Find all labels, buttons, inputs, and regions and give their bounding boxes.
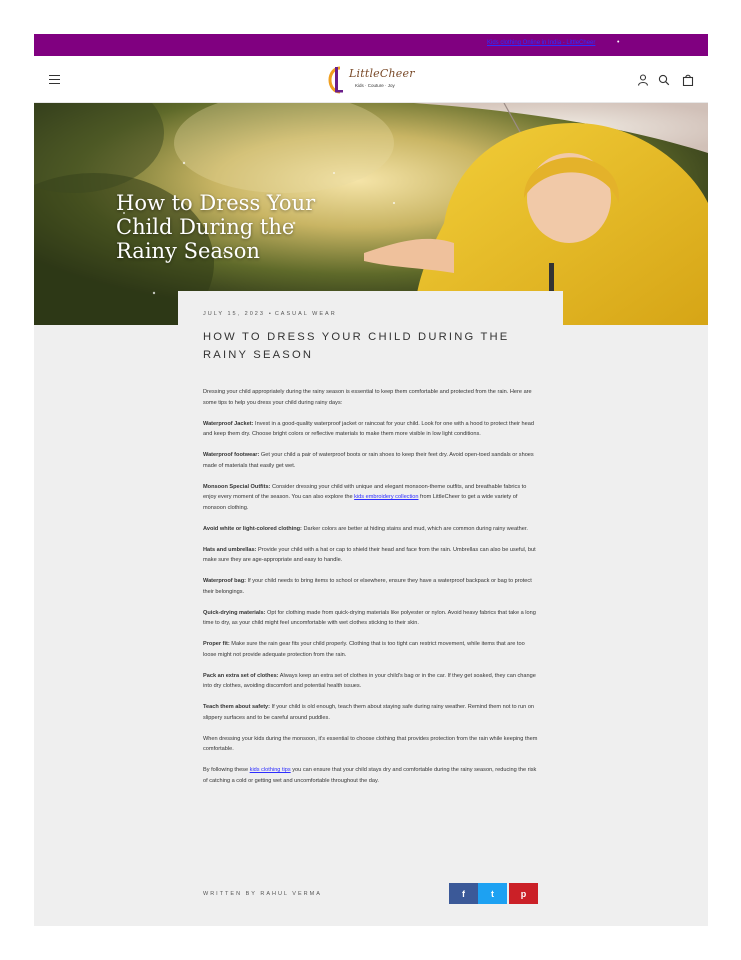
tip-paragraph: [203, 576, 538, 597]
article-meta: [203, 311, 337, 317]
hero-title: How to Dress Your Child During the Rainy Season: [116, 191, 316, 263]
tip-text: Always keep an extra set of clothes in your child's bag or in the car. If they get soaked, they can change into dry clothes, avoiding discomfort and potential health issues.: [203, 672, 536, 689]
tip-label: Monsoon Special Outfits:: [203, 483, 271, 490]
tip-paragraph: [203, 639, 538, 660]
tip-paragraph: [203, 482, 538, 514]
tip-label: Waterproof bag:: [203, 578, 246, 584]
closing-2-after: you can ensure that your child stays dry and comfortable during the rainy season, reducing the risk of catching a cold or getting wet and uncomfortable throughout the day.: [203, 767, 537, 784]
article-card-top: [178, 291, 563, 325]
logo-mark-icon: [326, 64, 348, 96]
tip-label: Avoid white or light-colored clothing:: [203, 525, 302, 532]
site-logo[interactable]: [326, 64, 418, 96]
article-body: [203, 387, 538, 797]
tip-paragraph: [203, 608, 538, 629]
account-icon[interactable]: [637, 74, 649, 86]
tip-paragraph: [203, 702, 538, 723]
tip-paragraph: [203, 419, 538, 440]
tips-list: [203, 419, 538, 724]
logo-tagline: Kids · Couture · Joy: [355, 83, 395, 88]
tip-text: Invest in a good-quality waterproof jacket or raincoat for your child. Look for one with a hood to protect their head and keep them dry. Choose bright colors or reflective materials to make them more visible in low light conditions.: [203, 420, 534, 437]
article-author: WRITTEN BY RAHUL VERMA: [203, 891, 322, 897]
article-category[interactable]: CASUAL WEAR: [274, 311, 337, 317]
announcement-dot: •: [617, 39, 620, 46]
cart-icon[interactable]: [682, 74, 694, 86]
tip-label: Proper fit:: [203, 641, 230, 647]
site-header: [34, 56, 708, 103]
tip-text: If your child needs to bring items to school or elsewhere, ensure they have a waterproof backpack or bag to protect their belongings.: [203, 578, 532, 595]
share-twitter-button[interactable]: [478, 883, 507, 904]
intro-paragraph: Dressing your child appropriately during the rainy season is essential to keep them comfortable and protected from the rain. Here are some tips to help you dress your child during rainy days:: [203, 389, 532, 406]
search-icon[interactable]: [658, 74, 670, 86]
tip-label: Waterproof footwear:: [203, 452, 260, 458]
tip-text: Provide your child with a hat or cap to shield their head and face from the rain. Umbrellas can also be useful, but make sure they are age-appropriate and easy to handle.: [203, 546, 536, 563]
share-pinterest-button[interactable]: [509, 883, 538, 904]
meta-separator: •: [268, 311, 271, 317]
tip-text: Get your child a pair of waterproof boots or rain shoes to keep their feet dry. Avoid open-toed sandals or shoes made of materials that easily get wet.: [203, 452, 534, 469]
logo-brand-text: LittleCheer: [349, 67, 415, 80]
tip-label: Waterproof Jacket:: [203, 420, 254, 427]
closing-paragraph-2: [203, 765, 538, 786]
tip-paragraph: [203, 671, 538, 692]
closing-paragraph-1: When dressing your kids during the monsoon, it's essential to choose clothing that provides protection from the rain while keeping them comfortable.: [203, 735, 538, 752]
tip-label: Hats and umbrellas:: [203, 546, 257, 553]
announcement-link[interactable]: Kids clothing Online in India - LittleCheer: [487, 40, 596, 46]
tip-label: Pack an extra set of clothes:: [203, 672, 279, 679]
pinterest-icon: p: [520, 888, 527, 899]
tip-text: Make sure the rain gear fits your child properly. Clothing that is too tight can restrict movement, while items that are too loose might not provide adequate protection from the rain.: [203, 641, 525, 658]
tip-text-after: from LittleCheer to get a wide variety of monsoon clothing.: [203, 494, 518, 511]
tip-text: Opt for clothing made from quick-drying materials like polyester or nylon. Avoid heavy fabrics that take a long time to dry, as your child might feel uncomfortable with wet clothes sticking to their skin.: [203, 609, 536, 626]
hamburger-menu-icon[interactable]: [49, 75, 60, 84]
share-facebook-button[interactable]: [449, 883, 478, 904]
announcement-bar: [34, 34, 708, 56]
kids-embroidery-collection-link[interactable]: kids embroidery collection: [354, 494, 419, 500]
closing-2-before: By following these: [203, 767, 250, 773]
twitter-icon: t: [491, 888, 494, 899]
tip-label: Teach them about safety:: [203, 704, 271, 710]
tip-text: Darker colors are better at hiding stains and mud, which are common during rainy weather.: [301, 525, 528, 532]
page: [34, 34, 708, 926]
tip-text: If your child is old enough, teach them about staying safe during rainy weather. Remind them not to run on slippery surfaces and to be careful around puddles.: [203, 704, 535, 721]
tip-text: Consider dressing your child with unique and elegant monsoon-theme outfits, and breathable fabrics to enjoy every moment of the season. You can also explore the: [203, 483, 527, 500]
tip-label: Quick-drying materials:: [203, 609, 266, 616]
article-title: HOW TO DRESS YOUR CHILD DURING THE RAINY SEASON: [203, 331, 510, 361]
facebook-icon: f: [462, 888, 465, 899]
tip-paragraph: [203, 450, 538, 471]
tip-paragraph: [203, 524, 538, 535]
kids-clothing-tips-link[interactable]: kids clothing tips: [249, 767, 291, 773]
tip-paragraph: [203, 545, 538, 566]
article-date: JULY 15, 2023: [203, 311, 265, 317]
